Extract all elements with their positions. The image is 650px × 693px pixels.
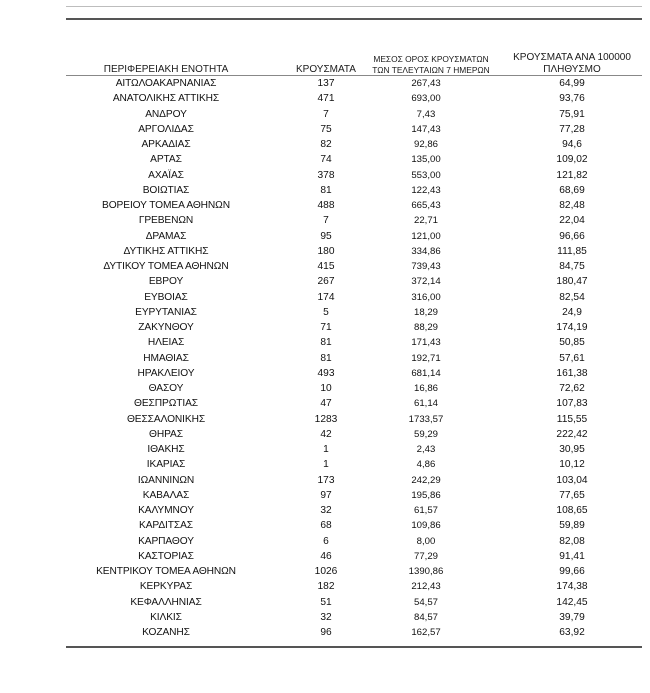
cases-cell: 81 <box>320 184 332 196</box>
bottom-rule <box>66 646 642 648</box>
region-cell: ΘΗΡΑΣ <box>149 428 183 440</box>
cases-cell: 1 <box>323 444 329 455</box>
seven-day-average-cell: 77,29 <box>413 550 438 562</box>
seven-day-average-cell: 84,57 <box>413 611 438 623</box>
seven-day-average-cell: 122,43 <box>411 184 441 196</box>
cases-per-100k-cell: 10,12 <box>559 459 585 471</box>
cases-per-100k-cell: 57,61 <box>559 352 585 364</box>
cases-cell: 267 <box>317 276 335 288</box>
region-cell: ΙΚΑΡΙΑΣ <box>146 459 186 471</box>
table-row <box>66 335 642 350</box>
seven-day-average-cell: 7,43 <box>416 108 436 120</box>
cases-per-100k-cell: 107,83 <box>556 398 588 410</box>
region-cell: ΑΡΓΟΛΙΔΑΣ <box>138 123 194 135</box>
cases-per-100k-cell: 99,66 <box>559 566 585 577</box>
region-cell: ΚΑΒΑΛΑΣ <box>142 489 190 501</box>
region-cell: ΗΡΑΚΛΕΙΟΥ <box>137 367 195 379</box>
cases-cell: 47 <box>320 398 332 410</box>
cases-cell: 42 <box>320 428 332 440</box>
cases-per-100k-cell: 64,99 <box>559 78 585 89</box>
cases-cell: 68 <box>320 520 332 532</box>
cases-cell: 137 <box>317 78 335 89</box>
table-row <box>66 259 642 274</box>
cases-per-100k-cell: 39,79 <box>559 611 585 623</box>
cases-per-100k-cell: 30,95 <box>559 444 585 455</box>
table-row <box>66 320 642 335</box>
table-row <box>66 457 642 472</box>
cases-per-100k-cell: 77,65 <box>559 489 585 501</box>
region-cell: ΚΕΦΑΛΛΗΝΙΑΣ <box>130 596 202 608</box>
seven-day-average-cell: 2,43 <box>416 444 436 455</box>
cases-cell: 6 <box>323 535 329 547</box>
seven-day-average-cell: 162,57 <box>411 627 441 638</box>
region-cell: ΚΑΛΥΜΝΟΥ <box>138 505 194 516</box>
cases-per-100k-cell: 103,04 <box>556 474 588 486</box>
region-cell: ΑΧΑΪΑΣ <box>148 169 184 181</box>
seven-day-average-cell: 334,86 <box>411 245 441 257</box>
seven-day-average-cell: 242,29 <box>411 474 441 486</box>
seven-day-average-cell: 212,43 <box>411 581 441 593</box>
cases-cell: 95 <box>320 230 332 242</box>
cases-per-100k-cell: 174,19 <box>556 322 588 333</box>
region-cell: ΕΒΡΟΥ <box>148 276 184 288</box>
cases-cell: 46 <box>320 550 332 562</box>
cases-cell: 10 <box>320 383 332 394</box>
cases-per-100k-cell: 72,62 <box>559 383 585 394</box>
seven-day-average-cell: 316,00 <box>411 291 441 303</box>
table-row <box>66 198 642 213</box>
cases-cell: 471 <box>317 93 335 105</box>
cases-per-100k-cell: 82,54 <box>559 291 585 303</box>
cases-per-100k-cell: 180,47 <box>556 276 588 288</box>
region-cell: ΑΙΤΩΛΟΑΚΑΡΝΑΝΙΑΣ <box>115 78 217 89</box>
cases-per-100k-cell: 174,38 <box>556 581 588 593</box>
table-row <box>66 625 642 640</box>
cases-per-100k-cell: 82,08 <box>559 535 585 547</box>
seven-day-average-cell: 267,43 <box>411 78 441 89</box>
cases-cell: 75 <box>320 123 332 135</box>
region-cell: ΕΥΒΟΙΑΣ <box>144 291 188 303</box>
table-row <box>66 518 642 533</box>
seven-day-average-cell: 61,57 <box>413 505 438 516</box>
cases-per-100k-cell: 109,02 <box>556 154 588 166</box>
table-row <box>66 229 642 244</box>
header-cases-per-100k: ΚΡΟΥΣΜΑΤΑ ΑΝΑ 100000 ΠΛΗΘΥΣΜΟ <box>513 52 631 75</box>
table-row <box>66 107 642 122</box>
region-cell: ΚΑΣΤΟΡΙΑΣ <box>138 550 194 562</box>
cases-per-100k-cell: 63,92 <box>559 627 585 638</box>
region-cell: ΕΥΡΥΤΑΝΙΑΣ <box>135 306 197 318</box>
region-cell: ΚΕΝΤΡΙΚΟΥ ΤΟΜΕΑ ΑΘΗΝΩΝ <box>96 566 236 577</box>
region-cell: ΙΩΑΝΝΙΝΩΝ <box>137 474 195 486</box>
seven-day-average-cell: 61,14 <box>413 398 438 410</box>
table-row <box>66 137 642 152</box>
seven-day-average-cell: 681,14 <box>411 367 441 379</box>
table-row <box>66 152 642 167</box>
table-row <box>66 442 642 457</box>
table-row <box>66 473 642 488</box>
cases-per-100k-cell: 142,45 <box>556 596 588 608</box>
cases-per-100k-cell: 24,9 <box>562 306 582 318</box>
seven-day-average-cell: 372,14 <box>411 276 441 288</box>
table-row <box>66 595 642 610</box>
region-cell: ΘΕΣΠΡΩΤΙΑΣ <box>134 398 198 410</box>
region-cell: ΖΑΚΥΝΘΟΥ <box>138 322 194 333</box>
table-row <box>66 579 642 594</box>
region-cell: ΒΟΙΩΤΙΑΣ <box>142 184 190 196</box>
cases-cell: 96 <box>320 627 332 638</box>
cases-per-100k-cell: 111,85 <box>557 245 587 257</box>
cases-per-100k-cell: 75,91 <box>559 108 585 120</box>
top-rule <box>66 18 642 20</box>
table-row <box>66 91 642 106</box>
region-cell: ΚΑΡΔΙΤΣΑΣ <box>139 520 193 532</box>
cases-cell: 1283 <box>314 413 338 425</box>
table-row <box>66 427 642 442</box>
table-row <box>66 76 642 91</box>
seven-day-average-cell: 135,00 <box>411 154 441 166</box>
region-cell: ΑΡΚΑΔΙΑΣ <box>141 139 191 150</box>
seven-day-average-cell: 16,86 <box>413 383 438 394</box>
cases-per-100k-cell: 68,69 <box>559 184 585 196</box>
seven-day-average-cell: 1390,86 <box>408 566 444 577</box>
cases-cell: 174 <box>317 291 335 303</box>
cases-per-100k-cell: 96,66 <box>559 230 585 242</box>
cases-per-100k-cell: 77,28 <box>559 123 585 135</box>
header-seven-day-average: ΜΕΣΟΣ ΟΡΟΣ ΚΡΟΥΣΜΑΤΩΝ ΤΩΝ ΤΕΛΕΥΤΑΙΩΝ 7 ΗΜΕΡΩΝ <box>372 54 490 75</box>
top-thin-rule <box>66 6 642 7</box>
table-row <box>66 396 642 411</box>
table-body <box>66 76 642 640</box>
seven-day-average-cell: 22,71 <box>413 215 438 227</box>
cases-cell: 81 <box>320 337 332 349</box>
cases-cell: 82 <box>320 139 332 150</box>
cases-per-100k-cell: 94,6 <box>562 139 582 150</box>
table-row <box>66 122 642 137</box>
cases-cell: 488 <box>317 200 335 211</box>
region-cell: ΒΟΡΕΙΟΥ ΤΟΜΕΑ ΑΘΗΝΩΝ <box>102 200 230 211</box>
cases-cell: 5 <box>323 306 329 318</box>
seven-day-average-cell: 192,71 <box>411 352 441 364</box>
seven-day-average-cell: 195,86 <box>411 489 441 501</box>
region-cell: ΗΛΕΙΑΣ <box>147 337 185 349</box>
seven-day-average-cell: 665,43 <box>411 200 441 211</box>
seven-day-average-cell: 59,29 <box>413 428 438 440</box>
cases-per-100k-cell: 91,41 <box>559 550 585 562</box>
cases-cell: 71 <box>320 322 332 333</box>
cases-cell: 378 <box>317 169 335 181</box>
region-cell: ΘΕΣΣΑΛΟΝΙΚΗΣ <box>126 413 206 425</box>
region-cell: ΗΜΑΘΙΑΣ <box>143 352 189 364</box>
cases-per-100k-cell: 93,76 <box>559 93 585 105</box>
cases-cell: 32 <box>320 505 332 516</box>
table-row <box>66 412 642 427</box>
table-row <box>66 305 642 320</box>
region-cell: ΔΥΤΙΚΟΥ ΤΟΜΕΑ ΑΘΗΝΩΝ <box>103 261 229 272</box>
region-cell: ΘΑΣΟΥ <box>148 383 184 394</box>
seven-day-average-cell: 1733,57 <box>408 413 444 425</box>
table-row <box>66 564 642 579</box>
seven-day-average-cell: 92,86 <box>413 139 438 150</box>
cases-per-100k-cell: 222,42 <box>556 428 588 440</box>
region-cell: ΑΝΑΤΟΛΙΚΗΣ ΑΤΤΙΚΗΣ <box>112 93 220 105</box>
table-row <box>66 274 642 289</box>
table-row <box>66 610 642 625</box>
region-cell: ΔΥΤΙΚΗΣ ΑΤΤΙΚΗΣ <box>123 245 209 257</box>
cases-per-100k-cell: 121,82 <box>556 169 588 181</box>
region-cell: ΑΡΤΑΣ <box>150 154 182 166</box>
cases-per-100k-cell: 82,48 <box>559 200 585 211</box>
table-header <box>66 42 642 76</box>
region-cell: ΑΝΔΡΟΥ <box>145 108 187 120</box>
region-cell: ΙΘΑΚΗΣ <box>147 444 185 455</box>
cases-cell: 1 <box>323 459 329 471</box>
cases-cell: 182 <box>317 581 335 593</box>
region-cell: ΚΑΡΠΑΘΟΥ <box>138 535 194 547</box>
table-row <box>66 366 642 381</box>
seven-day-average-cell: 121,00 <box>411 230 441 242</box>
seven-day-average-cell: 147,43 <box>411 123 441 135</box>
cases-cell: 32 <box>320 611 332 623</box>
cases-per-100k-cell: 59,89 <box>559 520 585 532</box>
region-cell: ΔΡΑΜΑΣ <box>145 230 187 242</box>
table-row <box>66 488 642 503</box>
table-row <box>66 290 642 305</box>
seven-day-average-cell: 693,00 <box>411 93 441 105</box>
region-cell: ΓΡΕΒΕΝΩΝ <box>138 215 194 227</box>
cases-per-100k-cell: 115,55 <box>556 413 588 425</box>
region-cell: ΚΟΖΑΝΗΣ <box>142 627 190 638</box>
seven-day-average-cell: 739,43 <box>411 261 441 272</box>
cases-cell: 97 <box>320 489 332 501</box>
header-region: ΠΕΡΙΦΕΡΕΙΑΚΗ ΕΝΟΤΗΤΑ <box>103 64 229 75</box>
seven-day-average-cell: 8,00 <box>416 535 436 547</box>
seven-day-average-cell: 4,86 <box>416 459 436 471</box>
cases-cell: 493 <box>317 367 335 379</box>
table-row <box>66 534 642 549</box>
table-row <box>66 503 642 518</box>
cases-cell: 51 <box>320 596 332 608</box>
seven-day-average-cell: 109,86 <box>411 520 441 532</box>
region-cell: ΚΙΛΚΙΣ <box>150 611 182 623</box>
cases-cell: 173 <box>317 474 335 486</box>
cases-per-100k-cell: 84,75 <box>559 261 585 272</box>
cases-cell: 415 <box>317 261 335 272</box>
table-row <box>66 351 642 366</box>
seven-day-average-cell: 88,29 <box>413 322 438 333</box>
table-row <box>66 381 642 396</box>
table-row <box>66 244 642 259</box>
region-cell: ΚΕΡΚΥΡΑΣ <box>139 581 193 593</box>
table-row <box>66 549 642 564</box>
seven-day-average-cell: 54,57 <box>413 596 438 608</box>
header-cases: ΚΡΟΥΣΜΑΤΑ <box>296 64 356 75</box>
seven-day-average-cell: 18,29 <box>413 306 438 318</box>
table-row <box>66 213 642 228</box>
cases-per-100k-cell: 161,38 <box>556 367 588 379</box>
table-row <box>66 168 642 183</box>
cases-cell: 7 <box>323 215 329 227</box>
cases-cell: 180 <box>317 245 335 257</box>
seven-day-average-cell: 171,43 <box>411 337 441 349</box>
cases-per-100k-cell: 50,85 <box>559 337 585 349</box>
cases-per-100k-cell: 108,65 <box>556 505 588 516</box>
seven-day-average-cell: 553,00 <box>411 169 441 181</box>
cases-cell: 1026 <box>314 566 338 577</box>
cases-cell: 7 <box>323 108 329 120</box>
table-row <box>66 183 642 198</box>
cases-per-100k-cell: 22,04 <box>559 215 585 227</box>
cases-cell: 74 <box>320 154 332 166</box>
cases-cell: 81 <box>320 352 332 364</box>
